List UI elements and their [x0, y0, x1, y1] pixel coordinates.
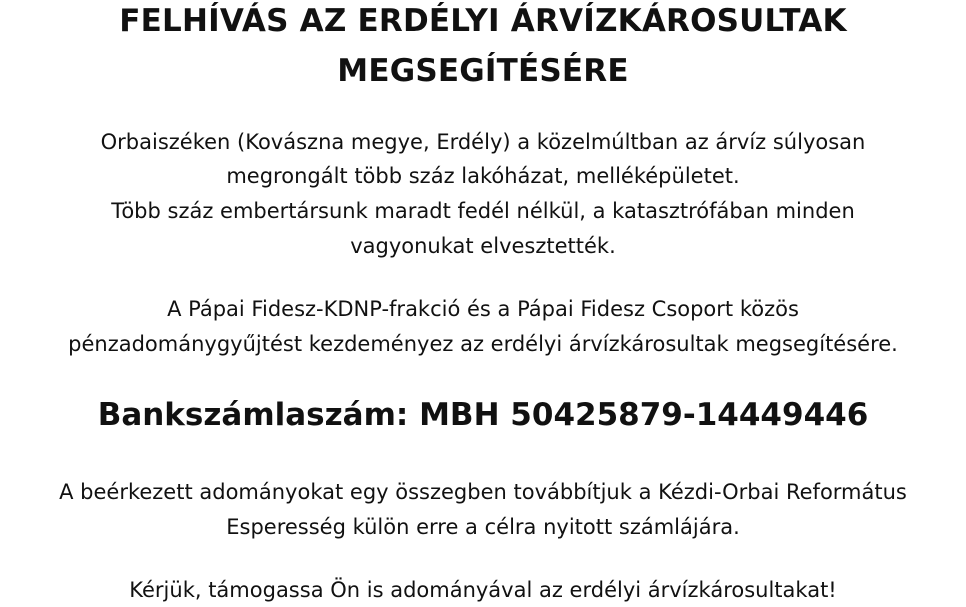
paragraph-line: megrongált több száz lakóházat, melléképületet. [226, 164, 740, 188]
paragraph-line: A Pápai Fidesz-KDNP-frakció és a Pápai Fidesz Csoport közös [167, 297, 799, 321]
paragraph-line: Orbaiszéken (Kovászna megye, Erdély) a közelmúltban az árvíz súlyosan [100, 130, 866, 154]
title-line-1: FELHÍVÁS AZ ERDÉLYI ÁRVÍZKÁROSULTAK [119, 3, 847, 39]
title-line-2: MEGSEGÍTÉSÉRE [337, 53, 629, 89]
closing-appeal: Kérjük, támogassa Ön is adományával az erdélyi árvízkárosultakat! [129, 578, 837, 602]
paragraph-line: pénzadománygyűjtést kezdeményez az erdélyi árvízkárosultak megsegítésére. [68, 332, 898, 356]
paragraph-line: Esperesség külön erre a célra nyitott számlájára. [226, 515, 740, 539]
bank-account-number: Bankszámlaszám: MBH 50425879-14449446 [97, 397, 869, 433]
paragraph-line: A beérkezett adományokat egy összegben továbbítjuk a Kézdi-Orbai Református [59, 480, 907, 504]
paragraph-line: vagyonukat elvesztették. [350, 234, 616, 258]
paragraph-line: Több száz embertársunk maradt fedél nélkül, a katasztrófában minden [111, 199, 855, 223]
